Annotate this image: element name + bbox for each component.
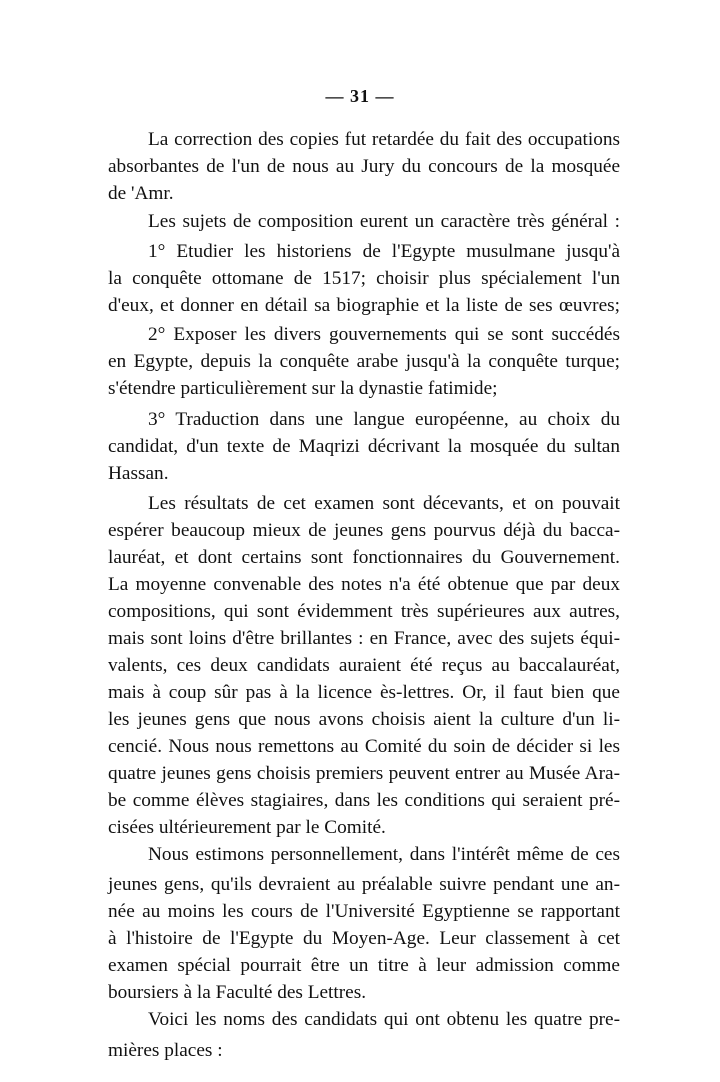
text-line: Les sujets de composition eurent un caractère très général : <box>148 211 620 232</box>
text-line: Hassan. <box>108 463 169 484</box>
text-line: mais sont loins d'être brillantes : en France, avec des sujets équi- <box>108 628 620 649</box>
text-line: candidat, d'un texte de Maqrizi décrivant la mosquée du sultan <box>108 436 620 457</box>
text-line: Voici les noms des candidats qui ont obtenu les quatre pre- <box>148 1009 620 1030</box>
text-line: be comme élèves stagiaires, dans les conditions qui seraient pré- <box>108 790 620 811</box>
text-line: à l'histoire de l'Egypte du Moyen-Age. Leur classement à cet <box>108 928 620 949</box>
text-line: en Egypte, depuis la conquête arabe jusqu'à la conquête turque; <box>108 351 620 372</box>
text-line: boursiers à la Faculté des Lettres. <box>108 982 367 1003</box>
text-line: 2° Exposer les divers gouvernements qui se sont succédés <box>148 324 620 345</box>
text-line: espérer beaucoup mieux de jeunes gens pourvus déjà du bacca- <box>108 520 620 541</box>
text-line: lauréat, et dont certains sont fonctionnaires du Gouvernement. <box>108 547 620 568</box>
text-line: examen spécial pourrait être un titre à leur admission comme <box>108 955 620 976</box>
text-line: Nous estimons personnellement, dans l'intérêt même de ces <box>148 844 620 865</box>
text-line: 1° Etudier les historiens de l'Egypte musulmane jusqu'à <box>148 241 620 262</box>
text-line: les jeunes gens que nous avons choisis aient la culture d'un li- <box>108 709 620 730</box>
text-line: née au moins les cours de l'Université Egyptienne se rapportant <box>108 901 620 922</box>
text-line: jeunes gens, qu'ils devraient au préalable suivre pendant une an- <box>108 874 620 895</box>
text-line: cencié. Nous nous remettons au Comité du soin de décider si les <box>108 736 620 757</box>
text-line: La correction des copies fut retardée du fait des occupations <box>148 129 620 150</box>
text-line: 3° Traduction dans une langue européenne, au choix du <box>148 409 620 430</box>
text-line: mières places : <box>108 1040 223 1061</box>
page-number: — 31 — <box>325 86 395 106</box>
text-line: compositions, qui sont évidemment très supérieures aux autres, <box>108 601 620 622</box>
text-line: de 'Amr. <box>108 183 174 204</box>
text-line: mais à coup sûr pas à la licence ès-lettres. Or, il faut bien que <box>108 682 620 703</box>
text-line: valents, ces deux candidats auraient été reçus au baccalauréat, <box>108 655 620 676</box>
text-line: s'étendre particulièrement sur la dynastie fatimide; <box>108 378 498 399</box>
text-line: La moyenne convenable des notes n'a été obtenue que par deux <box>108 574 620 595</box>
text-line: la conquête ottomane de 1517; choisir plus spécialement l'un <box>108 268 620 289</box>
text-line: d'eux, et donner en détail sa biographie et la liste de ses œuvres; <box>108 295 620 316</box>
text-line: Les résultats de cet examen sont décevants, et on pouvait <box>148 493 620 514</box>
text-line: cisées ultérieurement par le Comité. <box>108 817 386 838</box>
text-line: absorbantes de l'un de nous au Jury du concours de la mosquée <box>108 156 620 177</box>
text-line: quatre jeunes gens choisis premiers peuvent entrer au Musée Ara- <box>108 763 620 784</box>
